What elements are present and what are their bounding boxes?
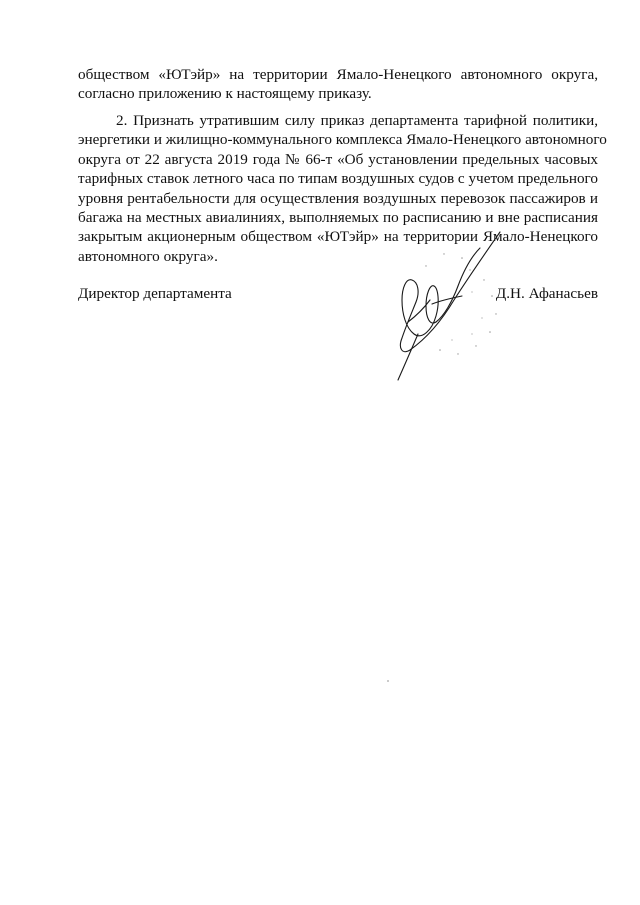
paragraph-line: автономного округа». bbox=[78, 247, 218, 265]
paragraph-line: багажа на местных авиалиниях, выполняемых по расписанию и вне расписания bbox=[78, 209, 598, 227]
paragraph-line: закрытым акционерным обществом «ЮТэйр» на территории Ямало-Ненецкого bbox=[78, 228, 598, 246]
paragraph-line: тарифных ставок летного часа по типам воздушных судов с учетом предельного bbox=[78, 170, 598, 188]
paragraph-continuation bbox=[78, 65, 598, 104]
paragraph-line: согласно приложению к настоящему приказу. bbox=[78, 85, 372, 103]
signatory-position: Директор департамента bbox=[78, 285, 232, 302]
paragraph-line: энергетики и жилищно-коммунального комплекса Ямало-Ненецкого автономного bbox=[78, 131, 607, 149]
paragraph-line: обществом «ЮТэйр» на территории Ямало-Ненецкого автономного округа, bbox=[78, 66, 598, 83]
paragraph-line: уровня рентабельности для осуществления воздушных перевозок пассажиров и bbox=[78, 189, 598, 207]
handwritten-signature bbox=[372, 230, 532, 390]
scan-speck bbox=[387, 680, 389, 682]
paragraph-line: округа от 22 августа 2019 года № 66-т «Об установлении предельных часовых bbox=[78, 150, 598, 168]
signatory-name: Д.Н. Афанасьев bbox=[495, 285, 598, 302]
paragraph-line: 2. Признать утратившим силу приказ департамента тарифной политики, bbox=[116, 112, 598, 129]
